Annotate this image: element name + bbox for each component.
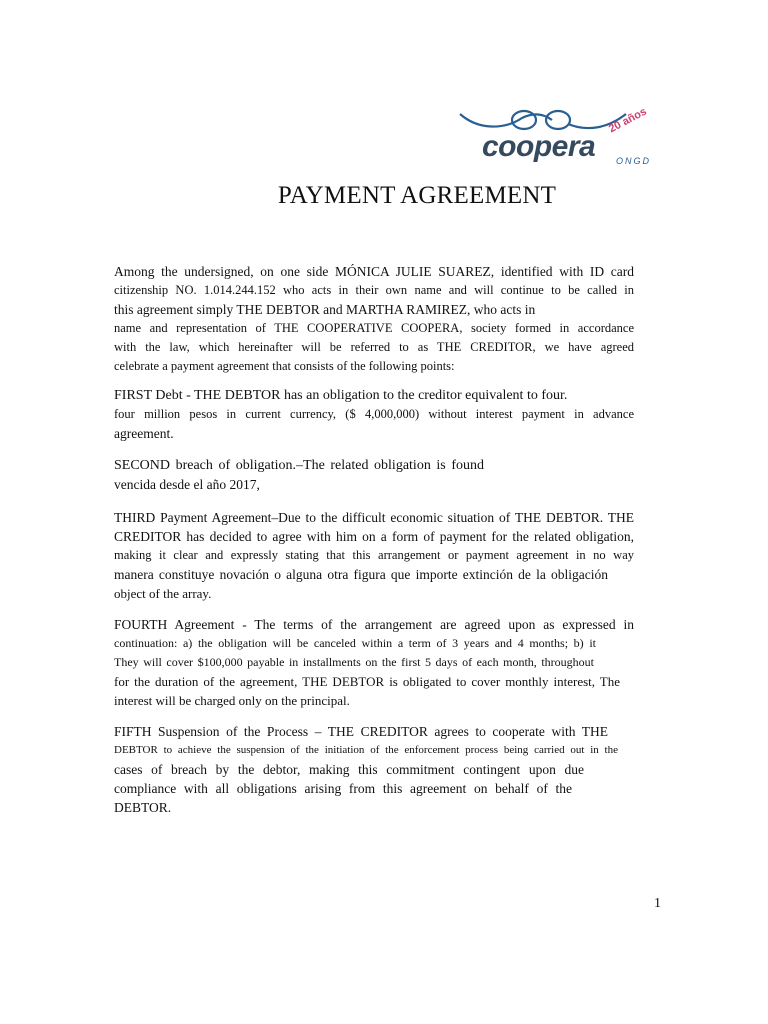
coopera-logo (456, 100, 662, 166)
clause-line: DEBTOR. (114, 800, 172, 815)
logo-arc-left (460, 114, 552, 127)
intro-paragraph (114, 262, 634, 376)
document-body (114, 262, 634, 817)
intro-line: with the law, which hereinafter will be referred to as THE CREDITOR, we have agreed (114, 340, 634, 354)
clause-line: DEBTOR to achieve the suspension of the initiation of the enforcement process being carried out in the (114, 744, 618, 756)
page-number: 1 (654, 896, 661, 911)
clause-line: interest will be charged only on the principal. (114, 693, 350, 708)
clause-fifth (114, 722, 634, 817)
logo-loop-1 (512, 111, 536, 129)
clause-line: CREDITOR has decided to agree with him on a form of payment for the related obligation, (114, 529, 634, 544)
clause-line: THIRD Payment Agreement–Due to the difficult economic situation of THE DEBTOR. THE (114, 510, 634, 525)
logo-brand: coopera (482, 130, 596, 163)
clause-first (114, 386, 634, 443)
clause-line: manera constituye novación o alguna otra figura que importe extinción de la obligación (114, 567, 608, 582)
intro-line: celebrate a payment agreement that consists of the following points: (114, 359, 455, 373)
clause-line: vencida desde el año 2017, (114, 477, 260, 492)
clause-line: compliance with all obligations arising from this agreement on behalf of the (114, 781, 572, 796)
clause-fourth (114, 615, 634, 710)
clause-line: FIRST Debt - THE DEBTOR has an obligation to the creditor equivalent to four. (114, 388, 568, 403)
clause-line: for the duration of the agreement, THE DEBTOR is obligated to cover monthly interest, The (114, 674, 620, 689)
clause-line: FIFTH Suspension of the Process – THE CREDITOR agrees to cooperate with THE (114, 724, 608, 739)
clause-second (114, 456, 634, 494)
logo-loop-2 (546, 111, 570, 129)
clause-line: They will cover $100,000 payable in installments on the first 5 days of each month, throughout (114, 655, 594, 669)
clause-line: object of the array. (114, 586, 212, 601)
logo-badge: 20 años (606, 105, 649, 136)
intro-line: name and representation of THE COOPERATIVE COOPERA, society formed in accordance (114, 321, 634, 335)
clause-line: FOURTH Agreement - The terms of the arrangement are agreed upon as expressed in (114, 617, 634, 632)
clause-line: agreement. (114, 426, 174, 441)
logo-sub: ONGD (616, 156, 651, 166)
intro-line: Among the undersigned, on one side MÓNICA JULIE SUAREZ, identified with ID card (114, 264, 634, 279)
document-title: PAYMENT AGREEMENT (277, 182, 557, 209)
clause-line: cases of breach by the debtor, making this commitment contingent upon due (114, 762, 584, 777)
intro-line: this agreement simply THE DEBTOR and MARTHA RAMIREZ, who acts in (114, 302, 536, 317)
clause-line: SECOND breach of obligation.–The related obligation is found (114, 458, 484, 473)
clause-third (114, 508, 634, 603)
clause-line: continuation: a) the obligation will be canceled within a term of 3 years and 4 months; b) it (114, 636, 596, 650)
clause-line: making it clear and expressly stating that this arrangement or payment agreement in no way (114, 548, 634, 562)
intro-line: citizenship NO. 1.014.244.152 who acts in their own name and will continue to be called in (114, 283, 634, 297)
clause-line: four million pesos in current currency, ($ 4,000,000) without interest payment in advance (114, 407, 634, 421)
